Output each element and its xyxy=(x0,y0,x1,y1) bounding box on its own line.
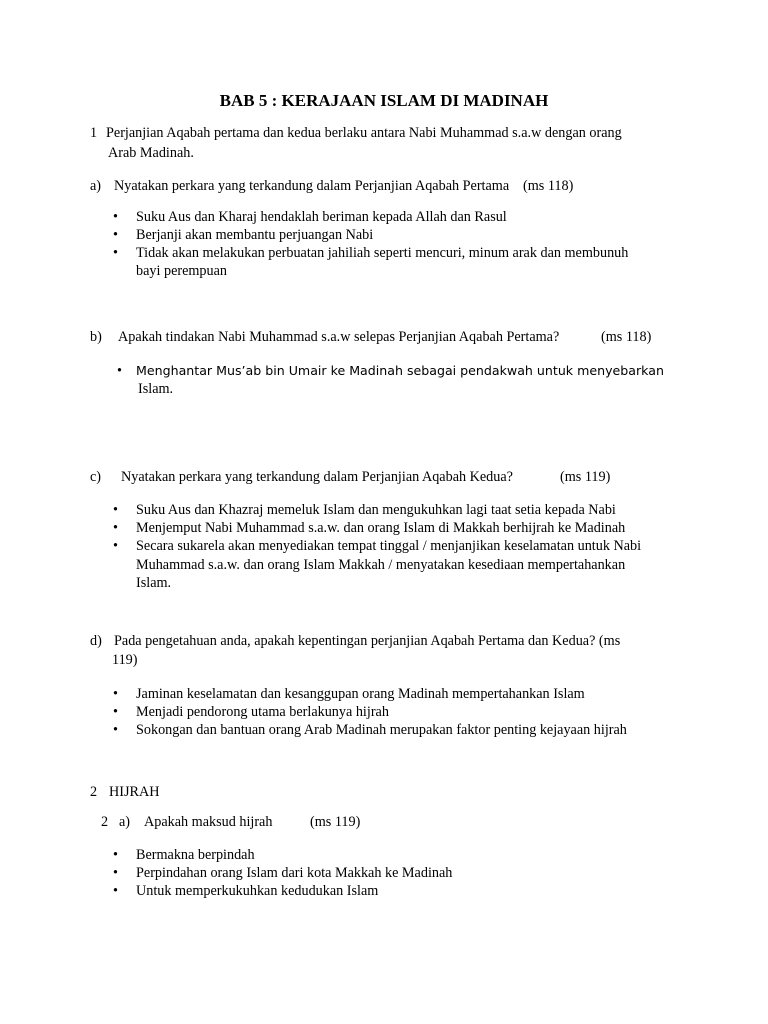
qd-label: d) xyxy=(90,633,102,649)
section2-heading: HIJRAH xyxy=(109,784,160,800)
qc-bullet3-continuation-2: Islam. xyxy=(136,575,172,591)
list-item: • Perpindahan orang Islam dari kota Makkah ke Madinah xyxy=(0,864,452,882)
qd-question: Pada pengetahuan anda, apakah kepentingan perjanjian Aqabah Pertama dan Kedua? (ms xyxy=(114,633,621,649)
qc-label: c) xyxy=(90,469,102,485)
qc-ref: (ms 119) xyxy=(560,469,611,485)
qd-question-line2: 119) xyxy=(112,652,138,668)
qb-bullet-line1: Menghantar Mus’ab bin Umair ke Madinah sebagai pendakwah untuk menyebarkan xyxy=(136,363,664,378)
list-item: • Tidak akan melakukan perbuatan jahiliah seperti mencuri, minum arak dan membunuh xyxy=(0,244,628,262)
list-item: • Sokongan dan bantuan orang Arab Madinah merupakan faktor penting kejayaan hijrah xyxy=(0,721,627,739)
page-title: BAB 5 : KERAJAAN ISLAM DI MADINAH xyxy=(219,91,549,110)
qb-ref: (ms 118) xyxy=(601,329,652,345)
qc-question: Nyatakan perkara yang terkandung dalam Perjanjian Aqabah Kedua? xyxy=(121,469,513,485)
q2a-label: a) xyxy=(119,814,131,830)
list-item: • Menjemput Nabi Muhammad s.a.w. dan orang Islam di Makkah berhijrah ke Madinah xyxy=(0,519,641,537)
qb-question: Apakah tindakan Nabi Muhammad s.a.w selepas Perjanjian Aqabah Pertama? xyxy=(118,329,560,345)
qb-bullet-icon: • xyxy=(117,363,122,379)
list-item: • Secara sukarela akan menyediakan tempat tinggal / menjanjikan keselamatan untuk Nabi xyxy=(0,537,641,555)
list-item: • Suku Aus dan Khazraj memeluk Islam dan mengukuhkan lagi taat setia kepada Nabi xyxy=(0,501,641,519)
list-item: • Bermakna berpindah xyxy=(0,846,452,864)
qa-label: a) xyxy=(90,178,102,194)
list-item: • Menjadi pendorong utama berlakunya hijrah xyxy=(0,703,627,721)
q1-line2: Arab Madinah. xyxy=(108,145,194,161)
list-item: • Untuk memperkukuhkan kedudukan Islam xyxy=(0,882,452,900)
q2a-ref: (ms 119) xyxy=(310,814,361,830)
q2a-number: 2 xyxy=(101,814,109,830)
q2a-answer-list xyxy=(0,846,452,900)
qa-ref: (ms 118) xyxy=(523,178,574,194)
list-item: • Jaminan keselamatan dan kesanggupan orang Madinah mempertahankan Islam xyxy=(0,685,627,703)
qb-label: b) xyxy=(90,329,102,345)
qd-answer-list xyxy=(0,685,627,739)
q1-number: 1 xyxy=(90,125,98,141)
q2a-question: Apakah maksud hijrah xyxy=(144,814,273,830)
section2-number: 2 xyxy=(90,784,98,800)
qa-question: Nyatakan perkara yang terkandung dalam Perjanjian Aqabah Pertama xyxy=(114,178,510,194)
list-item: • Berjanji akan membantu perjuangan Nabi xyxy=(0,226,628,244)
qa-answer-list xyxy=(0,208,628,262)
qb-bullet-line2: Islam. xyxy=(138,381,174,397)
qc-answer-list xyxy=(0,501,641,555)
q1-line1: Perjanjian Aqabah pertama dan kedua berlaku antara Nabi Muhammad s.a.w dengan orang xyxy=(106,125,622,141)
qa-bullet3-continuation: bayi perempuan xyxy=(136,263,227,279)
qc-bullet3-continuation-1: Muhammad s.a.w. dan orang Islam Makkah / menyatakan kesediaan mempertahankan xyxy=(136,557,626,573)
list-item: • Suku Aus dan Kharaj hendaklah beriman kepada Allah dan Rasul xyxy=(0,208,628,226)
